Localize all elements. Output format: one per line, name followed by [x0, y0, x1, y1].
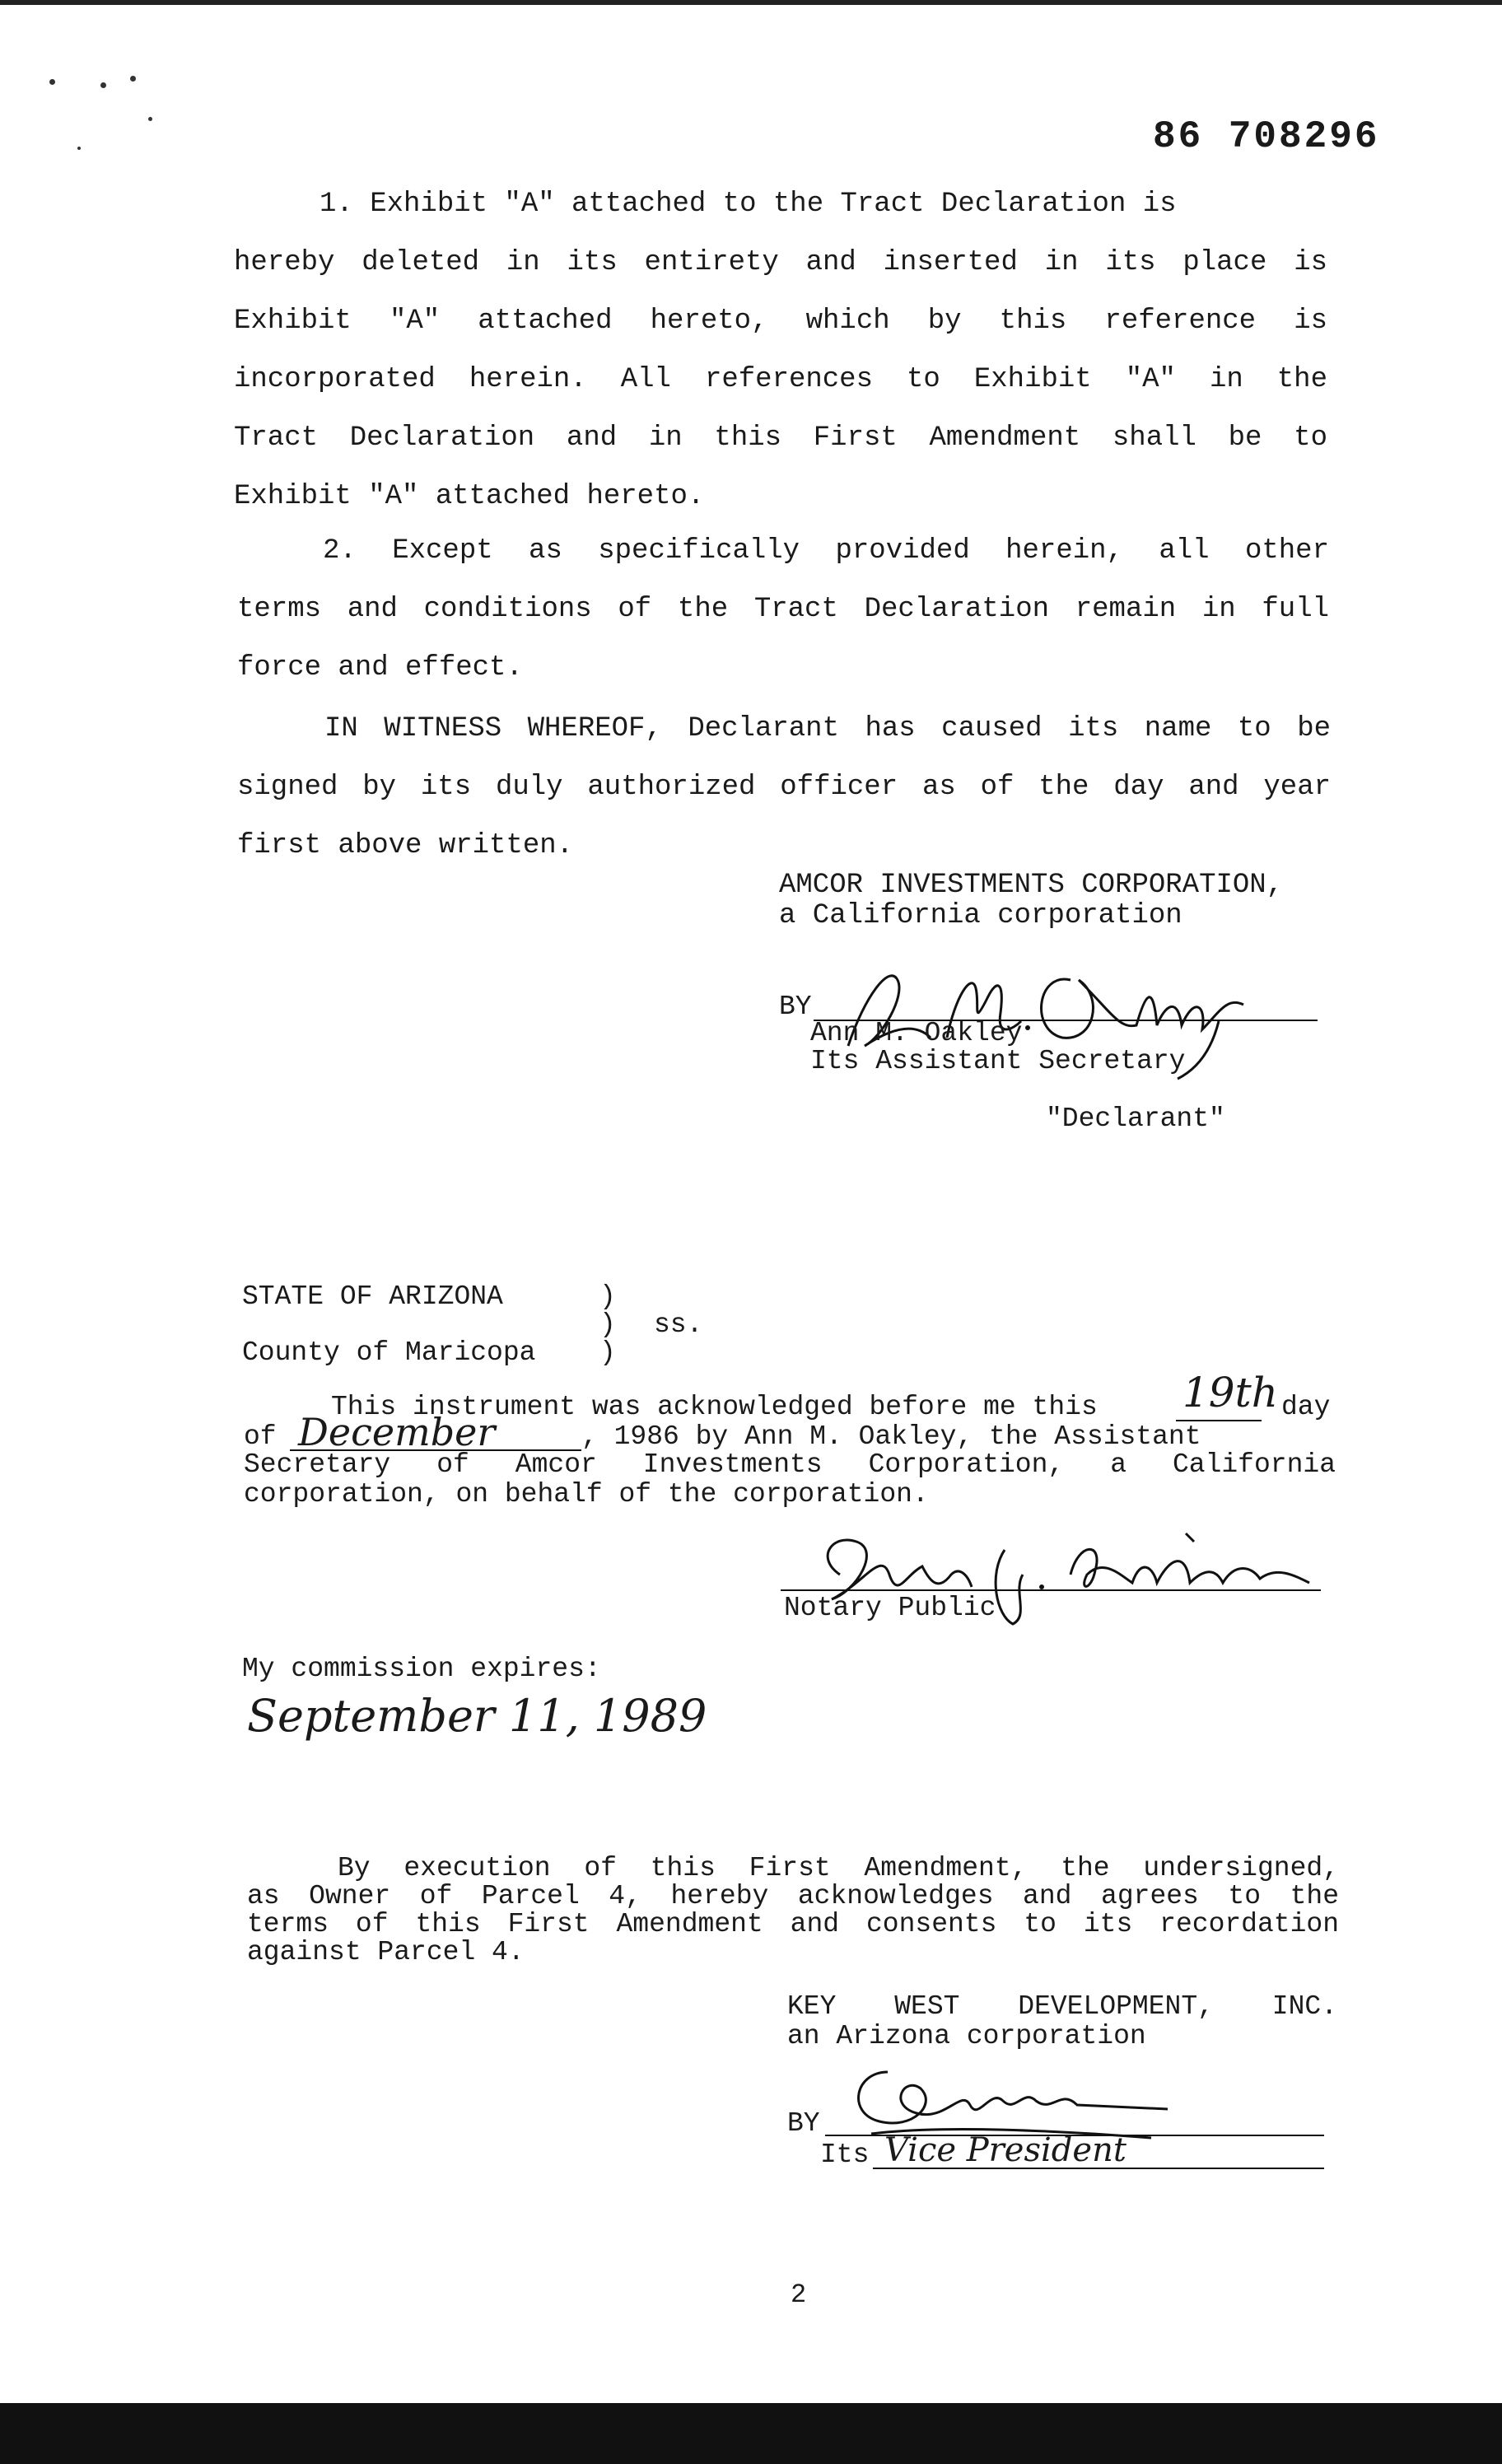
signer-name: Ann M. Oakley	[810, 1018, 1023, 1048]
scan-speck	[49, 79, 55, 85]
notary-signature-line	[781, 1589, 1321, 1591]
company-type: an Arizona corporation	[787, 2021, 1146, 2051]
scan-speck	[100, 82, 106, 88]
commission-label: My commission expires:	[242, 1654, 601, 1684]
handwritten-title: Vice President	[884, 2131, 1126, 2169]
paragraph-line: first above written.	[237, 830, 574, 861]
scan-speck	[130, 76, 136, 82]
paragraph-line: 1. Exhibit "A" attached to the Tract Declaration is	[320, 189, 1177, 220]
paragraph-line: 2. Except as specifically provided herein, all other	[323, 535, 1329, 567]
consent-text: terms of this First Amendment and consents to its recordation	[247, 1909, 1339, 1939]
ss-label: ss.	[654, 1309, 703, 1340]
paragraph-line: incorporated herein. All references to Exhibit "A" in the	[234, 364, 1327, 395]
its-label: Its	[820, 2140, 870, 2170]
scan-bottom-edge	[0, 2403, 1502, 2464]
document-number: 86 708296	[1153, 115, 1380, 158]
company-name: KEY WEST DEVELOPMENT, INC.	[787, 1991, 1337, 2022]
consent-text: as Owner of Parcel 4, hereby acknowledges and agrees to the	[247, 1881, 1339, 1911]
title-line	[873, 2168, 1324, 2169]
paragraph-line: force and effect.	[237, 652, 523, 684]
notary-public-label: Notary Public	[784, 1593, 996, 1623]
paragraph-line: hereby deleted in its entirety and inserted in its place is	[234, 247, 1327, 278]
paragraph-line: signed by its duly authorized officer as of the day and year	[237, 772, 1331, 803]
consent-text: By execution of this First Amendment, the undersigned,	[338, 1853, 1339, 1883]
handwritten-month: December	[298, 1410, 496, 1454]
by-label: BY	[787, 2108, 820, 2139]
acknowledgment-text: Secretary of Amcor Investments Corporation, a California	[244, 1449, 1336, 1480]
declarant-label: "Declarant"	[1046, 1104, 1225, 1134]
by-label: BY	[779, 992, 812, 1022]
company-type: a California corporation	[779, 900, 1182, 931]
scan-speck	[77, 147, 81, 150]
acknowledgment-text: , 1986 by Ann M. Oakley, the Assistant	[581, 1421, 1201, 1452]
page-number: 2	[791, 2280, 807, 2310]
bracket: )	[599, 1309, 616, 1340]
paragraph-line: terms and conditions of the Tract Declaration remain in full	[237, 594, 1329, 625]
scan-top-edge	[0, 0, 1502, 5]
consent-text: against Parcel 4.	[247, 1937, 525, 1967]
acknowledgment-text: This instrument was acknowledged before me this	[331, 1392, 1098, 1422]
county-label: County of Maricopa	[242, 1337, 536, 1368]
signer-title: Its Assistant Secretary	[810, 1046, 1186, 1076]
scan-speck	[148, 117, 152, 121]
paragraph-line: Tract Declaration and in this First Amendment shall be to	[234, 422, 1327, 454]
handwritten-commission-date: September 11, 1989	[247, 1690, 707, 1742]
acknowledgment-text: day	[1281, 1392, 1331, 1422]
bracket: )	[599, 1281, 616, 1312]
acknowledgment-text: corporation, on behalf of the corporation.	[244, 1479, 929, 1510]
acknowledgment-text: of	[244, 1421, 277, 1452]
paragraph-line: Exhibit "A" attached hereto, which by this reference is	[234, 306, 1327, 337]
handwritten-day: 19th	[1182, 1369, 1278, 1416]
company-name: AMCOR INVESTMENTS CORPORATION,	[779, 870, 1284, 901]
state-label: STATE OF ARIZONA	[242, 1281, 503, 1312]
paragraph-line: IN WITNESS WHEREOF, Declarant has caused its name to be	[324, 713, 1331, 744]
bracket: )	[599, 1337, 616, 1368]
paragraph-line: Exhibit "A" attached hereto.	[234, 481, 705, 512]
